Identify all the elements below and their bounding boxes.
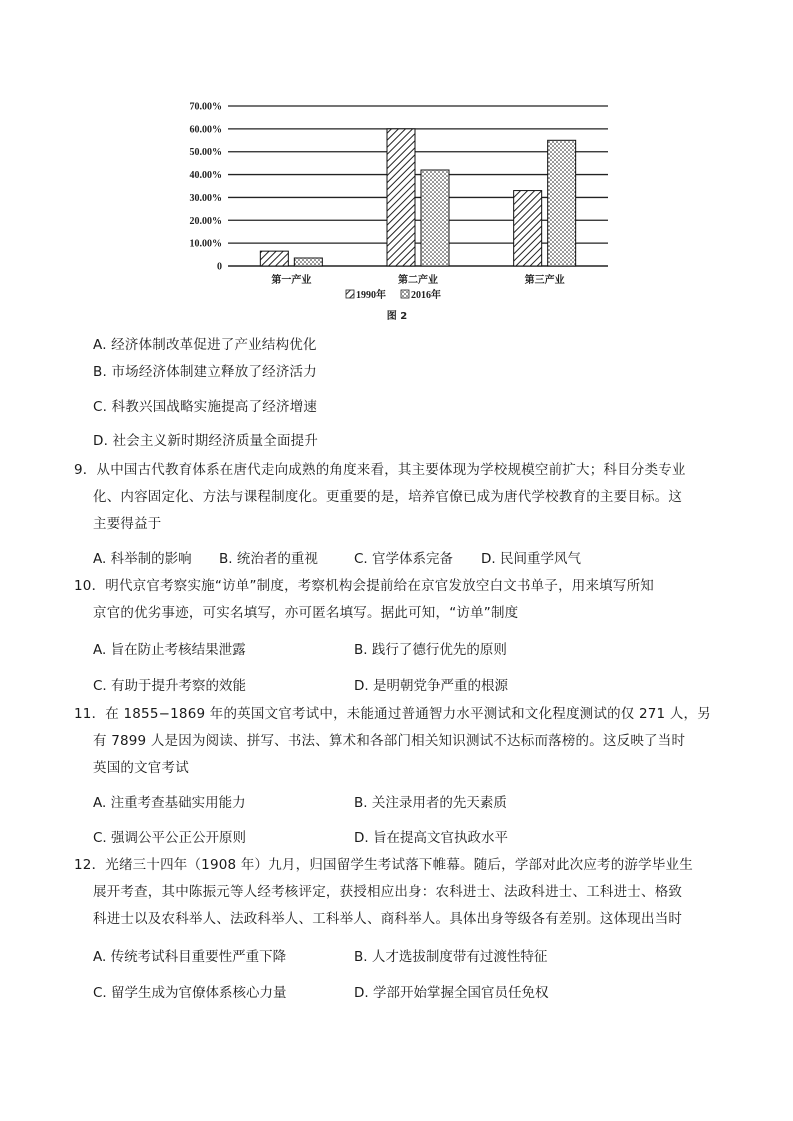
- q12-option-c: C. 留学生成为官僚体系核心力量: [93, 985, 287, 1001]
- q12-option-d: D. 学部开始掌握全国官员任免权: [354, 985, 549, 1001]
- q9-stem-line-3: 主要得益于: [93, 516, 162, 532]
- legend-label-2016: 2016年: [411, 290, 441, 301]
- figure-label: 图 2: [386, 311, 408, 322]
- bar-2016年-第一产业: [294, 258, 322, 266]
- q8-option-d: D. 社会主义新时期经济质量全面提升: [93, 433, 319, 449]
- category-label: 第二产业: [398, 275, 438, 286]
- q10-option-b: B. 践行了德行优先的原则: [354, 642, 507, 658]
- y-tick-label: 40.00%: [189, 170, 222, 182]
- q10-option-d: D. 是明朝党争严重的根源: [354, 678, 508, 694]
- legend-label-1990: 1990年: [356, 290, 386, 301]
- q10-option-c: C. 有助于提升考察的效能: [93, 678, 247, 694]
- category-label: 第一产业: [271, 275, 312, 286]
- q10-stem-line-2: 京官的优劣事迹，可实名填写，亦可匿名填写。据此可知，“访单”制度: [93, 605, 519, 621]
- q11-option-a: A. 注重考查基础实用能力: [93, 795, 246, 811]
- bar-1990年-第二产业: [387, 129, 415, 266]
- legend-swatch-2016: [401, 290, 409, 298]
- q11-stem-line-3: 英国的文官考试: [93, 760, 189, 776]
- y-tick-label: 70.00%: [189, 101, 222, 113]
- q11-stem-line-2: 有 7899 人是因为阅读、拼写、书法、算术和各部门相关知识测试不达标而落榜的。这反映了当时: [93, 733, 686, 749]
- q11-option-c: C. 强调公平公正公开原则: [93, 830, 247, 846]
- category-label: 第三产业: [524, 275, 565, 286]
- q12-stem-line-3: 科进士以及农科举人、法政科举人、工科举人、商科举人。具体出身等级各有差别。这体现出当时: [93, 911, 683, 927]
- y-tick-label: 50.00%: [189, 147, 222, 159]
- bar-1990年-第一产业: [260, 251, 288, 266]
- y-tick-label: 30.00%: [189, 192, 222, 204]
- y-tick-label: 10.00%: [189, 238, 222, 250]
- q9-stem-line-1: 9．从中国古代教育体系在唐代走向成熟的角度来看，其主要体现为学校规模空前扩大；科目分类专业: [74, 462, 686, 478]
- q12-stem-line-2: 展开考查，其中陈振元等人经考核评定，获授相应出身：农科进士、法政科进士、工科进士、格致: [93, 884, 683, 900]
- q9-option-c: C. 官学体系完备: [354, 551, 454, 567]
- legend-swatch-1990: [346, 290, 354, 298]
- bar-2016年-第二产业: [421, 170, 449, 266]
- q11-stem-line-1: 11．在 1855−1869 年的英国文官考试中，未能通过普通智力水平测试和文化程度测试的仅 271 人，另: [74, 706, 711, 722]
- q11-option-b: B. 关注录用者的先天素质: [354, 795, 507, 811]
- q11-option-d: D. 旨在提高文官执政水平: [354, 830, 508, 846]
- q10-option-a: A. 旨在防止考核结果泄露: [93, 642, 246, 658]
- q9-option-b: B. 统治者的重视: [219, 551, 318, 567]
- q12-option-a: A. 传统考试科目重要性严重下降: [93, 949, 287, 965]
- q12-stem-line-1: 12．光绪三十四年（1908 年）九月，归国留学生考试落下帷幕。随后，学部对此次应考的游学毕业生: [74, 857, 693, 873]
- y-tick-label: 20.00%: [189, 215, 222, 227]
- q12-option-b: B. 人才选拔制度带有过渡性特征: [354, 949, 548, 965]
- bar-1990年-第三产业: [514, 191, 542, 266]
- q9-stem-line-2: 化、内容固定化、方法与课程制度化。更重要的是，培养官僚已成为唐代学校教育的主要目标。这: [93, 489, 683, 505]
- bar-2016年-第三产业: [548, 140, 576, 266]
- q8-option-c: C. 科教兴国战略实施提高了经济增速: [93, 399, 318, 415]
- q9-option-a: A. 科举制的影响: [93, 551, 192, 567]
- y-tick-label: 60.00%: [189, 124, 222, 136]
- q8-option-a: A. 经济体制改革促进了产业结构优化: [93, 337, 317, 353]
- q10-stem-line-1: 10．明代京官考察实施“访单”制度，考察机构会提前给在京官发放空白文书单子，用来填写所知: [74, 578, 654, 594]
- q9-option-d: D. 民间重学风气: [481, 551, 581, 567]
- q8-option-b: B. 市场经济体制建立释放了经济活力: [93, 364, 317, 380]
- industry-structure-bar-chart: [170, 95, 630, 330]
- y-tick-label: 0: [217, 261, 222, 273]
